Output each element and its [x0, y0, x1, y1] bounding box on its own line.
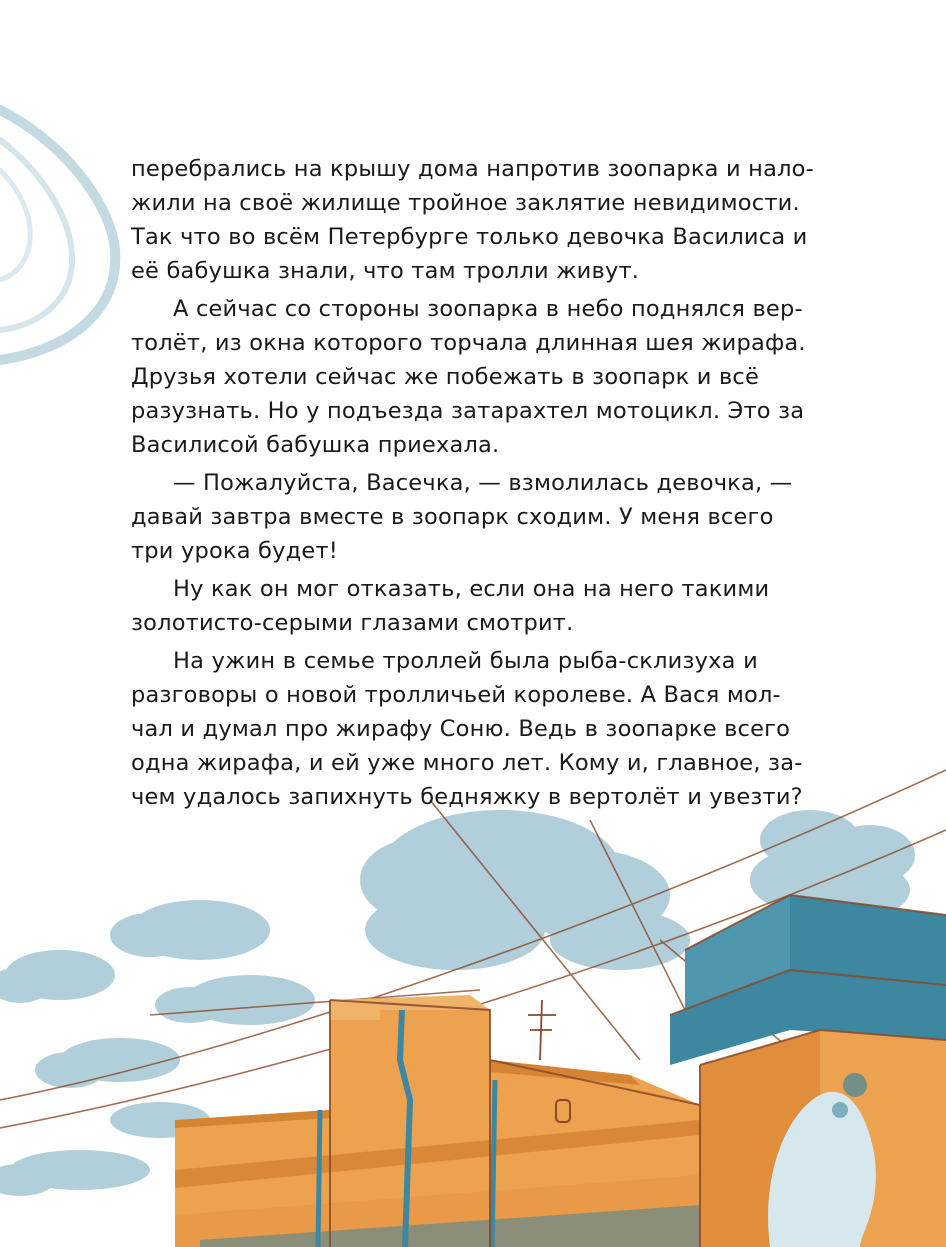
- paragraph-3: [131, 466, 793, 568]
- text-line: разговоры о новой тролличьей королеве. А Вася мол-: [131, 682, 781, 708]
- text-line: одна жирафа, и ей уже много лет. Кому и, главное, за-: [131, 750, 803, 776]
- text-line: Василисой бабушка приехала.: [131, 432, 500, 458]
- text-line: А сейчас со стороны зоопарка в небо поднялся вер-: [173, 296, 803, 322]
- page-text: [131, 152, 814, 818]
- text-line: перебрались на крышу дома напротив зоопарка и нало-: [131, 156, 814, 182]
- text-line: На ужин в семье троллей была рыба-склизуха и: [173, 648, 758, 674]
- paragraph-4: [131, 572, 770, 640]
- text-line: жили на своё жилище тройное заклятие невидимости.: [131, 190, 800, 216]
- text-line: Ну как он мог отказать, если она на него такими: [173, 576, 770, 602]
- text-line: чал и думал про жирафу Соню. Ведь в зоопарке всего: [131, 716, 791, 742]
- paragraph-2: [131, 292, 806, 462]
- paragraph-5: [131, 644, 803, 814]
- text-line: толёт, из окна которого торчала длинная шея жирафа.: [131, 330, 806, 356]
- text-line: её бабушка знали, что там тролли живут.: [131, 258, 640, 284]
- swirl-decoration: [0, 110, 115, 360]
- text-line: разузнать. Но у подъезда затарахтел мотоцикл. Это за: [131, 398, 805, 424]
- text-line: — Пожалуйста, Васечка, — взмолилась девочка, —: [173, 470, 793, 496]
- paragraph-1: [131, 152, 814, 288]
- text-line: Друзья хотели сейчас же побежать в зоопарк и всё: [131, 364, 760, 390]
- text-line: Так что во всём Петербурге только девочка Василиса и: [131, 224, 808, 250]
- text-line: давай завтра вместе в зоопарк сходим. У меня всего: [131, 504, 774, 530]
- text-line: три урока будет!: [131, 538, 338, 564]
- text-line: золотисто-серыми глазами смотрит.: [131, 610, 574, 636]
- text-line: чем удалось запихнуть бедняжку в вертолёт и увезти?: [131, 784, 803, 810]
